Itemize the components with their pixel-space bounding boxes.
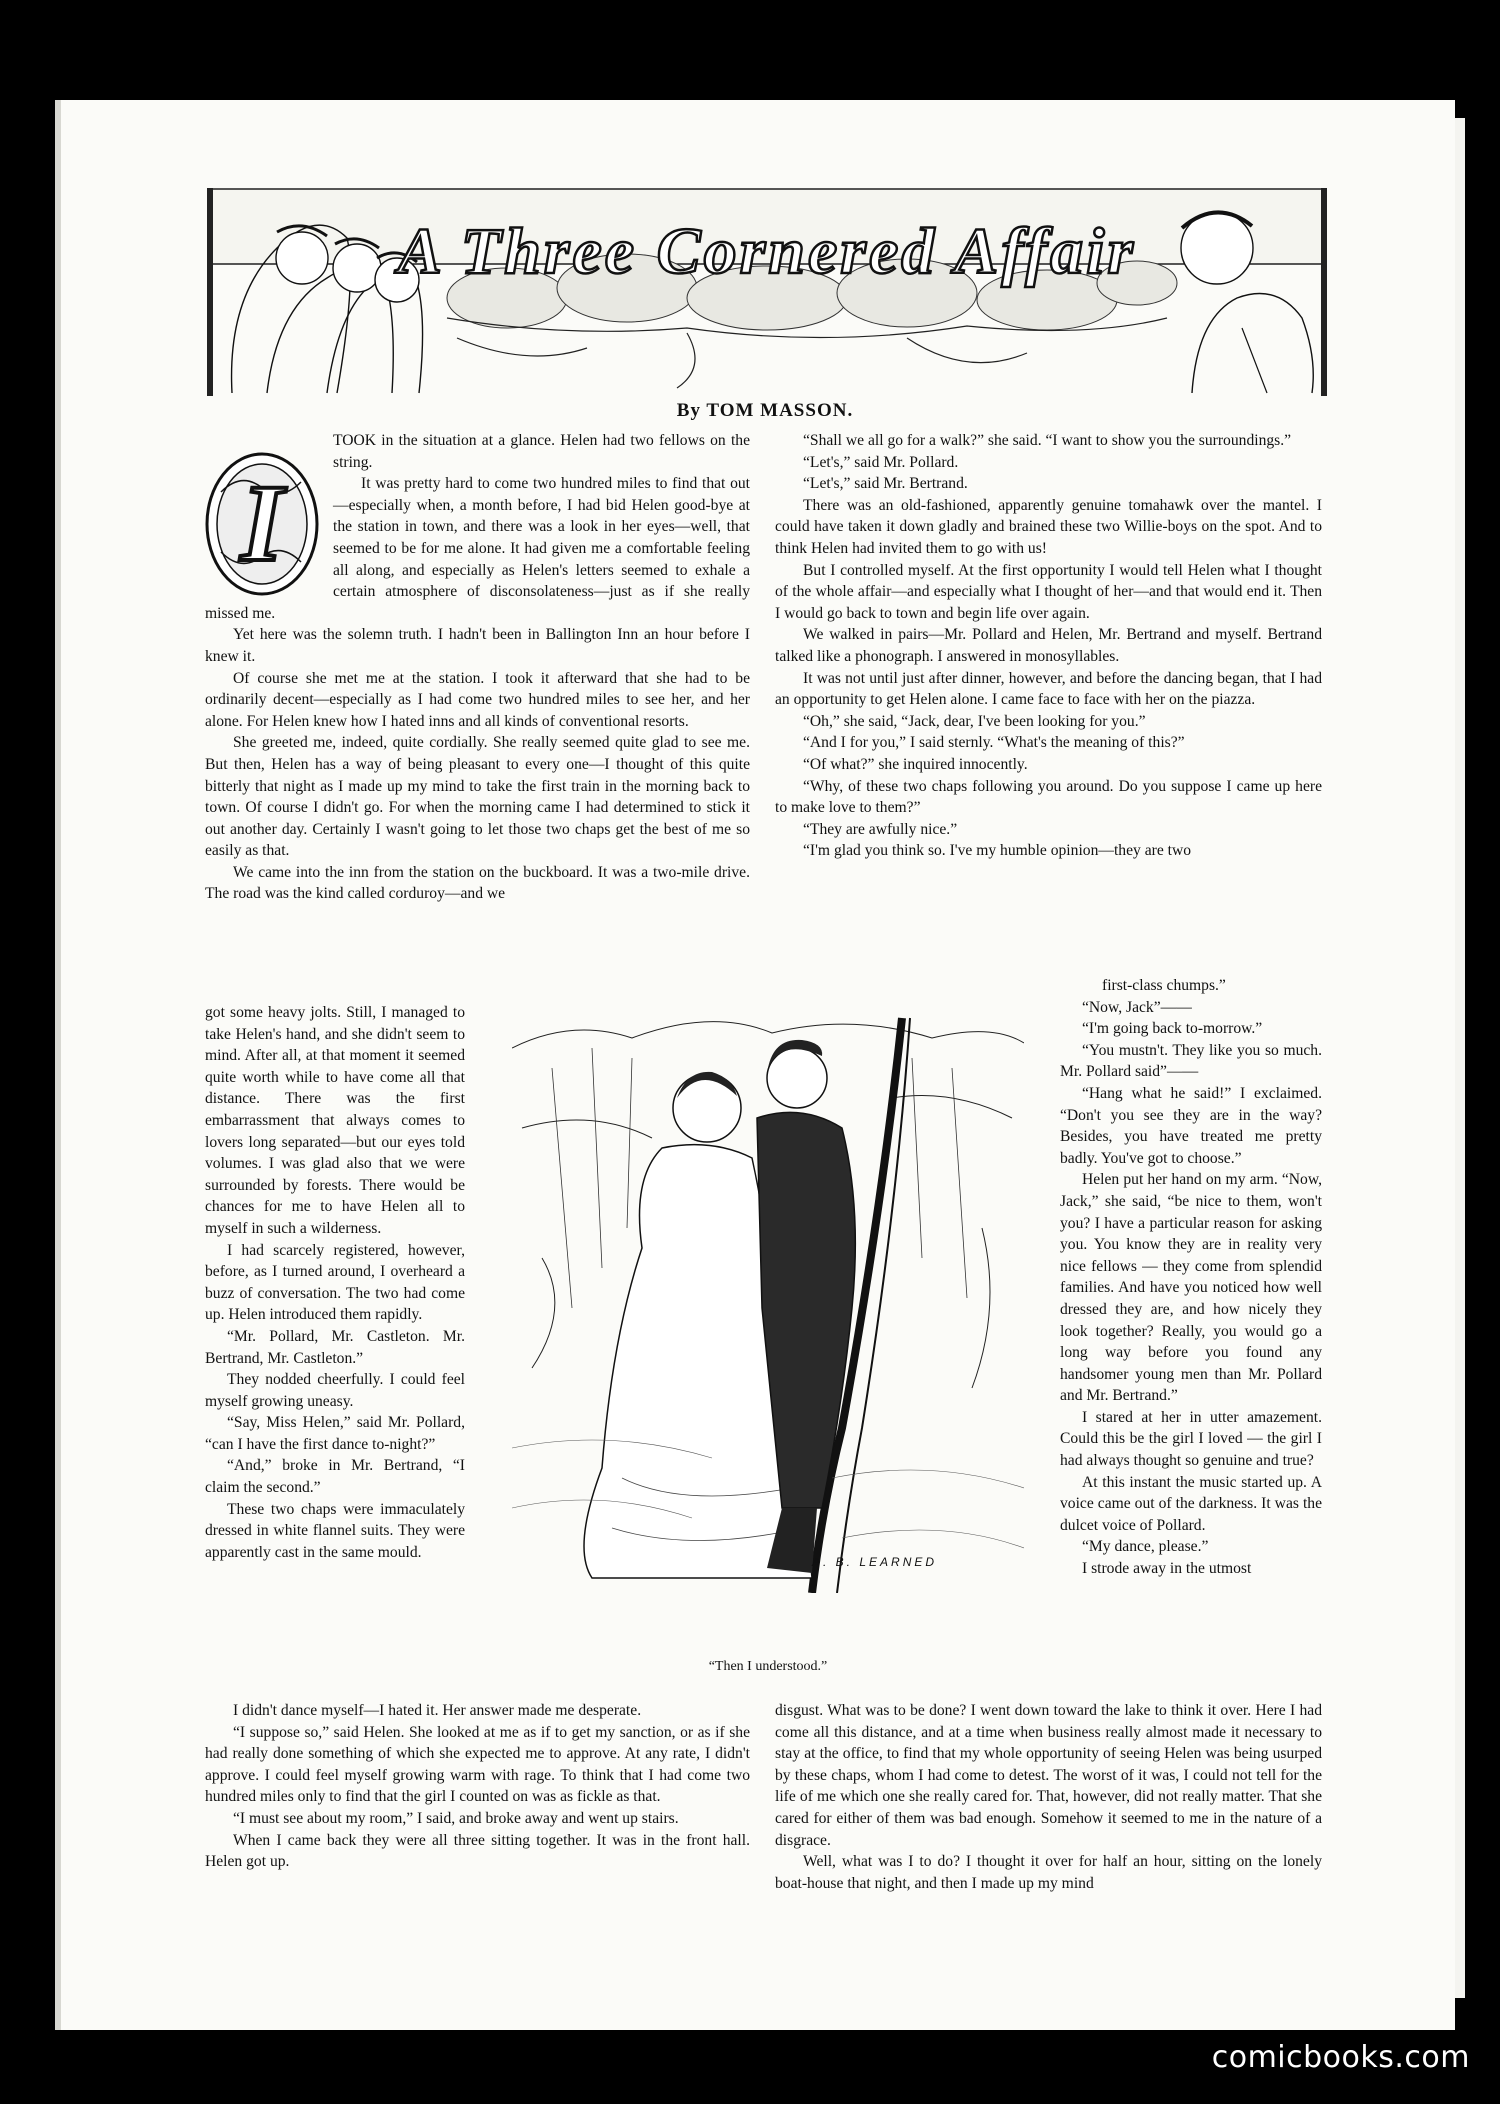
page-gutter-shadow — [55, 100, 61, 2030]
paragraph: “Mr. Pollard, Mr. Castleton. Mr. Bertrand, Mr. Castleton.” — [205, 1327, 465, 1367]
paragraph: first-class chumps.” — [1102, 977, 1226, 994]
drop-cap-letter: I — [240, 462, 284, 584]
paragraph: “And,” broke in Mr. Bertrand, “I claim the second.” — [205, 1457, 465, 1497]
paragraph: “You mustn't. They like you so much. Mr. Pollard said”—— — [1060, 1041, 1322, 1081]
paragraph: But I controlled myself. At the first opportunity I would tell Helen what I thought of the whole affair—and especially what I thought of her—and that would end it. Then I would go back to town and begin life over again. — [775, 561, 1322, 622]
paragraph: There was an old-fashioned, apparently genuine tomahawk over the mantel. I could have taken it down gladly and brained these two Willie-boys on the spot. And to think Helen had invited them to go with us! — [775, 496, 1322, 557]
paragraph: Of course she met me at the station. I took it afterward that she had to be ordinarily decent—especially as I had come two hundred miles to see her, and her alone. For Helen knew how I hated inns and all kinds of conventional resorts. — [205, 669, 750, 730]
column-right-bottom — [775, 1700, 1322, 1894]
paragraph: “Of what?” she inquired innocently. — [803, 755, 1028, 773]
paragraph: I stared at her in utter amazement. Could this be the girl I loved — the girl I had always thought so genuine and true? — [1060, 1408, 1322, 1470]
paragraph: At this instant the music started up. A voice came out of the darkness. It was the dulcet voice of Pollard. — [1060, 1473, 1322, 1534]
paragraph: These two chaps were immaculately dressed in white flannel suits. They were apparently cast in the same mould. — [205, 1500, 465, 1561]
ornamental-drop-cap — [201, 432, 323, 600]
paragraph: I didn't dance myself—I hated it. Her answer made me desperate. — [233, 1702, 642, 1719]
paragraph: Helen put her hand on my arm. “Now, Jack,” she said, “be nice to them, won't you? I have a particular reason for asking you. You know they are in reality very nice fellows — they come from splendid families. And have you noticed how well dressed they are, and how nicely they look together? Really, you would go a long way before you found any handsomer young men than Mr. Pollard and Mr. Bertrand.” — [1060, 1171, 1322, 1405]
column-right-top — [775, 430, 1322, 862]
column-right-narrow — [1060, 975, 1322, 1580]
paragraph: “Say, Miss Helen,” said Mr. Pollard, “can I have the first dance to-night?” — [205, 1414, 465, 1453]
facing-page-edge — [1455, 118, 1465, 1998]
paragraph: “I suppose so,” said Helen. She looked at me as if to get my sanction, or as if she had really done something of which she expected me to approve. At any rate, I didn't approve. I could feel myself growing warm with rage. To think that I had come two hundred miles only to find that the girl I counted on was as fickle as that. — [205, 1723, 750, 1806]
paragraph: It was pretty hard to come two hundred miles to find that out—especially when, a month before, I had bid Helen good-bye at the station in town, and there was a look in her eyes—well, that seemed to be for me alone. It had given me a comfortable feeling all along, and especially as Helen's letters seemed to exhale a certain atmosphere of disconsolateness—just as if she really missed me. — [205, 475, 750, 622]
title-header-illustration — [207, 188, 1327, 396]
paragraph: Well, what was I to do? I thought it over for half an hour, sitting on the lonely boat-house that night, and then I made up my mind — [775, 1853, 1322, 1892]
paragraph: “I'm going back to-morrow.” — [1082, 1020, 1263, 1038]
paragraph: Yet here was the solemn truth. I hadn't been in Ballington Inn an hour before I knew it. — [205, 626, 750, 665]
paragraph: “Let's,” said Mr. Bertrand. — [803, 475, 968, 493]
paragraph: I strode away in the utmost — [1082, 1560, 1252, 1578]
paragraph: When I came back they were all three sitting together. It was in the front hall. Helen got up. — [205, 1831, 750, 1871]
paragraph: “Let's,” said Mr. Pollard. — [803, 453, 959, 471]
paragraph: “Why, of these two chaps following you around. Do you suppose I came up here to make love to them?” — [775, 777, 1322, 817]
story-title: A Three Cornered Affair — [397, 215, 1137, 288]
site-watermark: comicbooks.com — [1211, 2040, 1470, 2075]
paragraph: “They are awfully nice.” — [803, 820, 958, 838]
couple-under-tree-drawing — [512, 1008, 1024, 1593]
paragraph: We came into the inn from the station on the buckboard. It was a two-mile drive. The road was the kind called corduroy—and we — [205, 863, 750, 903]
paragraph: “I'm glad you think so. I've my humble opinion—they are two — [803, 842, 1192, 860]
paragraph: “My dance, please.” — [1082, 1538, 1209, 1556]
column-left-bottom — [205, 1700, 750, 1873]
column-left-top — [205, 430, 750, 905]
story-illustration — [512, 1008, 1024, 1593]
paragraph: She greeted me, indeed, quite cordially. She really seemed quite glad to see me. But then, Helen has a way of being pleasant to every one—I thought of this quite bitterly that night as I made up my mind to take the first train in the morning back to town. Of course I didn't go. For when the morning came I had determined to stick it out another day. Certainly I wasn't going to let those two chaps get the best of me so easily as that. — [205, 734, 750, 860]
paragraph: got some heavy jolts. Still, I managed to take Helen's hand, and she didn't seem to mind. After all, at that moment it seemed quite worth while to have come all that distance. There was the first embarrassment that always comes to lovers long separated—but our eyes told volumes. I was glad also that we were surrounded by forests. There would be chances for me to have Helen all to myself in such a wilderness. — [205, 1004, 465, 1237]
paragraph: “And I for you,” I said sternly. “What's the meaning of this?” — [803, 734, 1185, 752]
paragraph: “Shall we all go for a walk?” she said. “I want to show you the surroundings.” — [803, 432, 1292, 449]
illustration-caption: “Then I understood.” — [708, 1659, 828, 1674]
byline: By TOM MASSON. — [676, 400, 854, 421]
paragraph: TOOK in the situation at a glance. Helen had two fellows on the string. — [333, 432, 750, 471]
paragraph: “I must see about my room,” I said, and broke away and went up stairs. — [233, 1809, 679, 1827]
artist-signature: A. B. LEARNED — [812, 1555, 938, 1569]
paragraph: “Oh,” she said, “Jack, dear, I've been looking for you.” — [803, 712, 1146, 730]
paragraph: “Now, Jack”—— — [1082, 998, 1192, 1016]
paragraph: They nodded cheerfully. I could feel myself growing uneasy. — [205, 1371, 465, 1410]
paragraph: “Hang what he said!” I exclaimed. “Don't you see they are in the way? Besides, you have treated me pretty badly. You've got to choose.” — [1060, 1084, 1322, 1167]
paragraph: It was not until just after dinner, however, and before the dancing began, that I had an opportunity to get Helen alone. I came face to face with her on the piazza. — [775, 669, 1322, 709]
paragraph: disgust. What was to be done? I went down toward the lake to think it over. Here I had come all this distance, and at a time when business really almost made it necessary to stay at the office, to find that my whole opportunity of seeing Helen was being usurped by these chaps, whom I had come to detest. The worst of it was, I could not tell for the life of me which one she really cared for. That, however, did not really matter. That she cared for either of them was bad enough. Somehow it seemed to me in the nature of a disgrace. — [775, 1702, 1322, 1849]
paragraph: I had scarcely registered, however, before, as I turned around, I overheard a buzz of conversation. The two had come up. Helen introduced them rapidly. — [205, 1241, 465, 1324]
paragraph: We walked in pairs—Mr. Pollard and Helen, Mr. Bertrand and myself. Bertrand talked like a phonograph. I answered in monosyllables. — [775, 626, 1322, 665]
column-left-narrow — [205, 1002, 465, 1563]
